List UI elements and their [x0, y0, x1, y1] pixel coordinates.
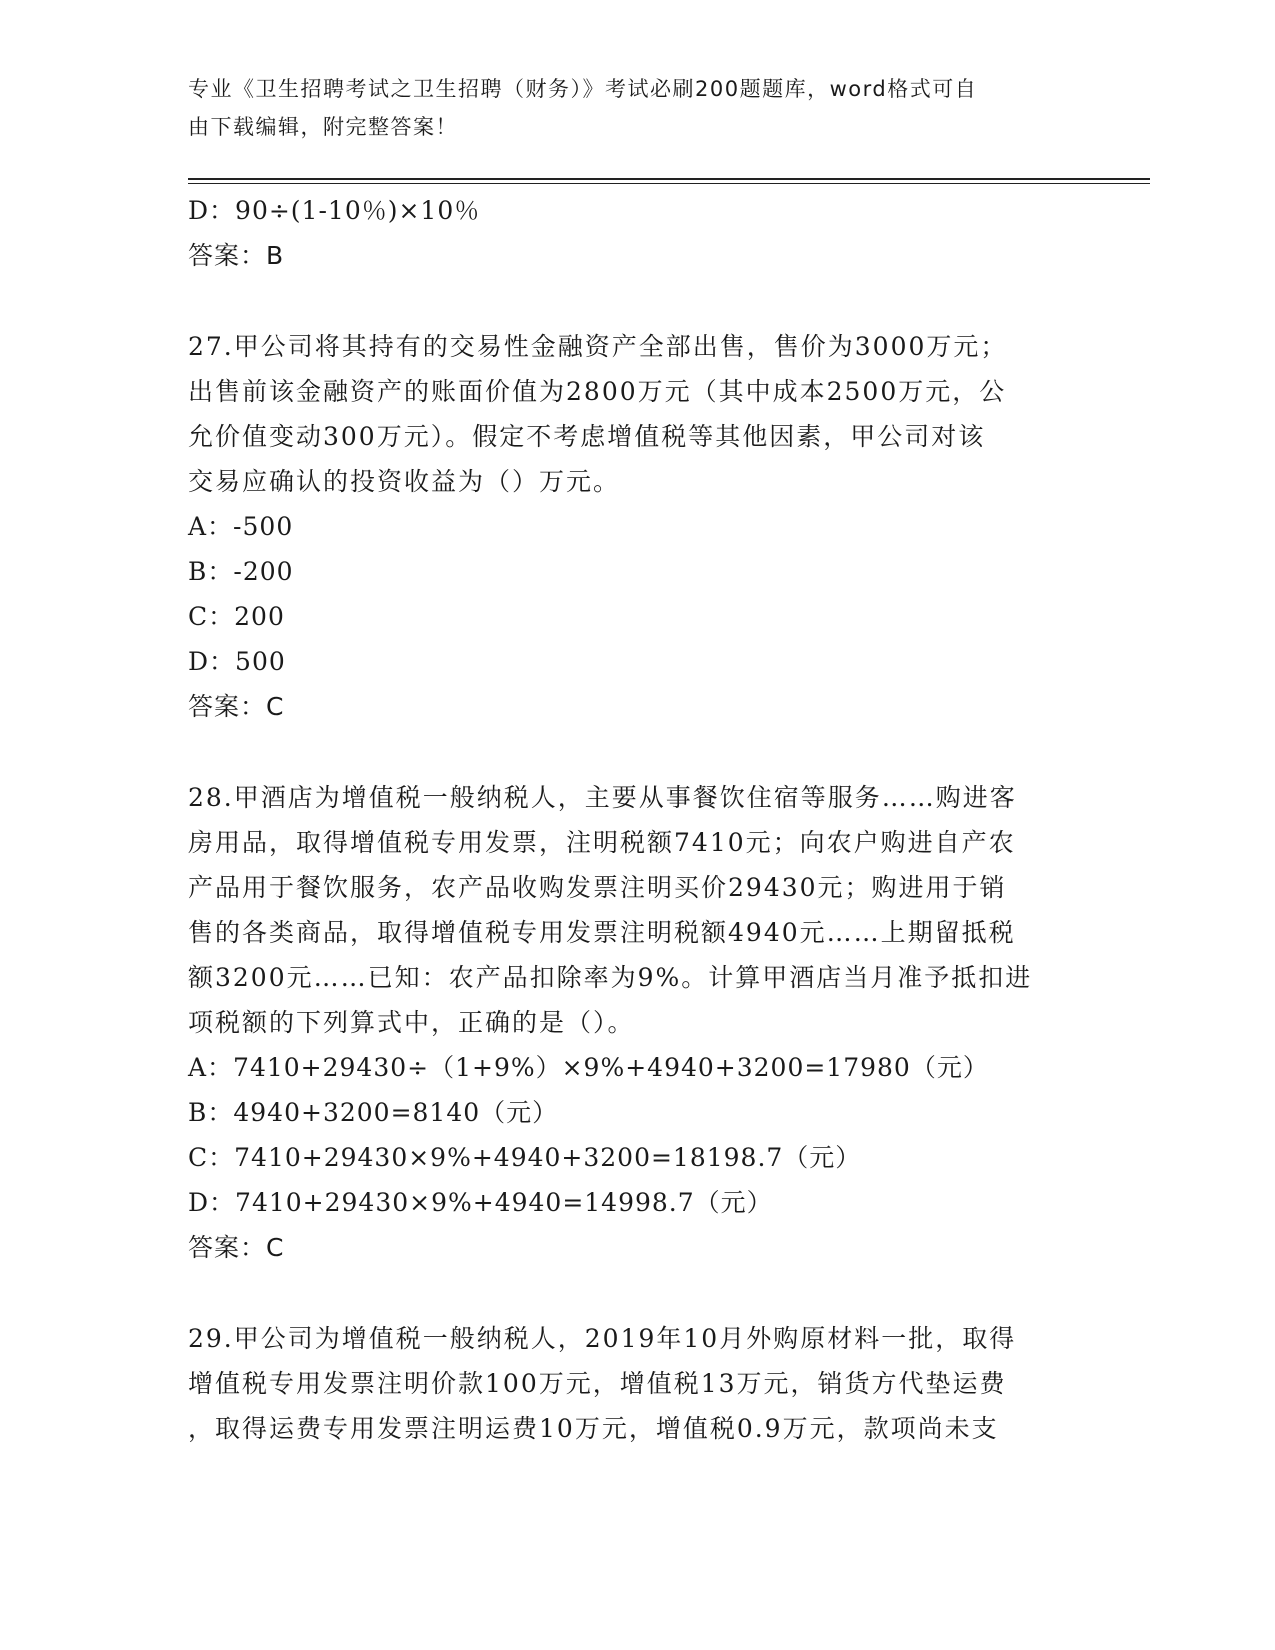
q28-text-line: 产品用于餐饮服务，农产品收购发票注明买价29430元；购进用于销 — [188, 873, 1007, 902]
q26-option-d: D：90÷(1-10％)×10％ — [188, 196, 481, 225]
q29-text-line: 增值税专用发票注明价款100万元，增值税13万元，销货方代垫运费 — [188, 1369, 1007, 1398]
question-28 — [188, 775, 1088, 1270]
header-line-2: 由下载编辑，附完整答案！ — [188, 115, 458, 139]
q27-option-a: A：-500 — [188, 512, 294, 541]
document-body — [188, 188, 1088, 1451]
q27-option-c: C：200 — [188, 602, 285, 631]
q28-text-line: 额3200元……已知：农产品扣除率为9%。计算甲酒店当月准予抵扣进 — [188, 963, 1033, 992]
q27-text-line: 交易应确认的投资收益为（）万元。 — [188, 467, 621, 496]
q27-text-line: 27.甲公司将其持有的交易性金融资产全部出售，售价为3000万元； — [188, 332, 1008, 361]
question-27 — [188, 324, 1088, 729]
q27-answer: 答案：C — [188, 692, 285, 721]
q28-text-line: 项税额的下列算式中，正确的是（）。 — [188, 1008, 635, 1037]
q29-text-line: 29.甲公司为增值税一般纳税人，2019年10月外购原材料一批，取得 — [188, 1324, 1017, 1353]
q28-answer: 答案：C — [188, 1233, 285, 1262]
q27-text-line: 允价值变动300万元）。假定不考虑增值税等其他因素，甲公司对该 — [188, 422, 986, 451]
q29-text-line: ，取得运费专用发票注明运费10万元，增值税0.9万元，款项尚未支 — [188, 1414, 999, 1443]
q28-text-line: 售的各类商品，取得增值税专用发票注明税额4940元……上期留抵税 — [188, 918, 1016, 947]
q28-text-line: 28.甲酒店为增值税一般纳税人，主要从事餐饮住宿等服务……购进客 — [188, 783, 1017, 812]
q28-option-a: A：7410+29430÷（1+9%）×9%+4940+3200=17980（元） — [188, 1053, 989, 1082]
page-header — [188, 70, 1088, 146]
q27-text-line: 出售前该金融资产的账面价值为2800万元（其中成本2500万元，公 — [188, 377, 1007, 406]
q28-text-line: 房用品，取得增值税专用发票，注明税额7410元；向农户购进自产农 — [188, 828, 1016, 857]
question-29 — [188, 1316, 1088, 1451]
q28-option-b: B：4940+3200=8140（元） — [188, 1098, 559, 1127]
q27-option-b: B：-200 — [188, 557, 294, 586]
header-line-1: 专业《卫生招聘考试之卫生招聘（财务）》考试必刷200题题库，word格式可自 — [188, 77, 978, 101]
q28-option-d: D：7410+29430×9%+4940=14998.7（元） — [188, 1188, 773, 1217]
q26-answer: 答案：B — [188, 241, 285, 270]
q27-option-d: D：500 — [188, 647, 286, 676]
header-rule-thin — [188, 183, 1150, 184]
q28-option-c: C：7410+29430×9%+4940+3200=18198.7（元） — [188, 1143, 862, 1172]
header-rule-thick — [188, 178, 1150, 180]
